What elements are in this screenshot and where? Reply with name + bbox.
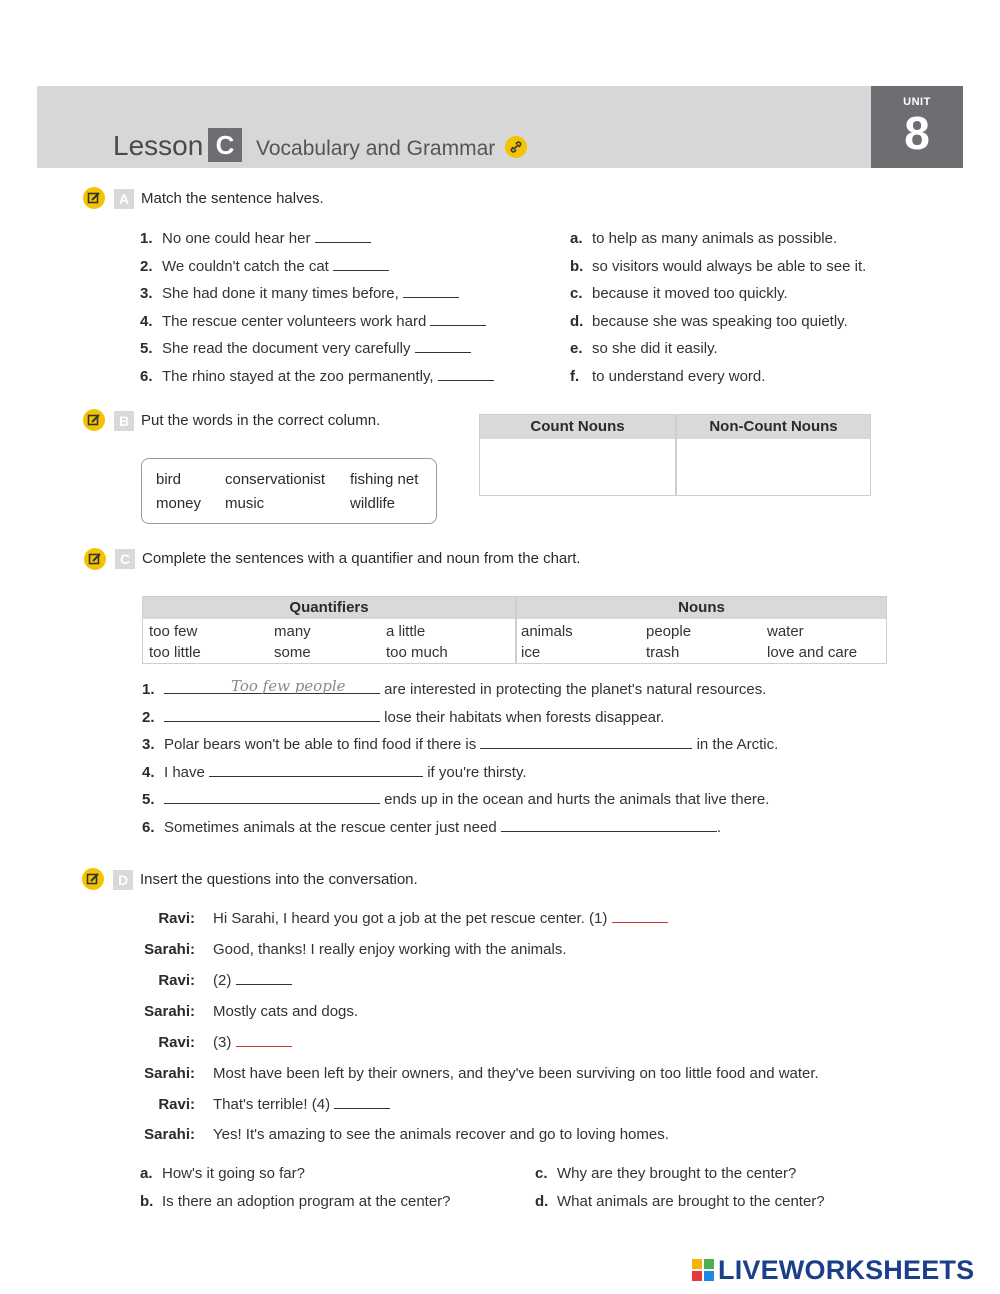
word-bank xyxy=(141,458,437,524)
match-item-2: 2. We couldn't catch the cat xyxy=(140,257,389,277)
match-item-4: 4. The rescue center volunteers work hard xyxy=(140,312,486,332)
complete-item-1: 1. are interested in protecting the planet's natural resources. xyxy=(142,681,767,698)
complete-item-2: 2. lose their habitats when forests disappear. xyxy=(142,709,665,726)
lesson-subtitle: Vocabulary and Grammar xyxy=(256,137,496,160)
speaker-sarahi: Sarahi: xyxy=(144,941,195,958)
complete-item-5: 5. ends up in the ocean and hurts the animals that live there. xyxy=(142,791,770,808)
lesson-letter-badge: C xyxy=(208,128,242,162)
match-answer-blank-5[interactable] xyxy=(415,339,471,353)
dialogue-answer-blank-1[interactable] xyxy=(612,909,668,923)
noun-cell: trash xyxy=(646,644,680,661)
speaker-ravi: Ravi: xyxy=(158,1096,195,1113)
pencil-icon xyxy=(83,187,105,209)
dialogue-answer-blank-4[interactable] xyxy=(334,1095,390,1109)
match-item-5: 5. She read the document very carefully xyxy=(140,339,471,359)
noun-cell: people xyxy=(646,623,692,640)
match-item-1: 1. No one could hear her xyxy=(140,229,371,249)
quantifiers-header: Quantifiers xyxy=(143,597,515,619)
dialogue-answer-blank-3[interactable] xyxy=(236,1033,292,1047)
quantifier-cell: too little xyxy=(149,644,201,661)
complete-item-6: 6. Sometimes animals at the rescue center just need . xyxy=(142,819,722,836)
quantifier-cell: too much xyxy=(386,644,448,661)
question-option-d: d. What animals are brought to the center? xyxy=(535,1193,825,1210)
match-item-6: 6. The rhino stayed at the zoo permanently, xyxy=(140,367,494,387)
complete-answer-blank-5[interactable] xyxy=(164,790,380,804)
section-c-title: Complete the sentences with a quantifier and noun from the chart. xyxy=(142,550,581,567)
complete-item-4: 4. I have if you're thirsty. xyxy=(142,764,527,781)
match-item-3: 3. She had done it many times before, xyxy=(140,284,459,304)
unit-badge xyxy=(871,86,963,168)
dialogue-line-1: Hi Sarahi, I heard you got a job at the pet rescue center. (1) xyxy=(213,909,668,929)
section-a-title: Match the sentence halves. xyxy=(141,190,324,207)
quantifier-cell: too few xyxy=(149,623,198,640)
match-answer-blank-2[interactable] xyxy=(333,257,389,271)
word-bank-item[interactable]: money xyxy=(156,495,202,512)
question-option-b: b. Is there an adoption program at the center? xyxy=(140,1193,451,1210)
logo-grid-icon xyxy=(692,1259,714,1281)
word-bank-item[interactable]: bird xyxy=(156,471,182,488)
complete-answer-blank-3[interactable] xyxy=(480,735,692,749)
section-b-letter: B xyxy=(114,411,134,431)
link-icon[interactable] xyxy=(505,136,527,158)
section-b-title: Put the words in the correct column. xyxy=(141,412,381,429)
dialogue-answer-blank-2[interactable] xyxy=(236,971,292,985)
noun-cell: animals xyxy=(521,623,573,640)
section-a-letter: A xyxy=(114,189,134,209)
complete-answer-blank-2[interactable] xyxy=(164,708,380,722)
speaker-sarahi: Sarahi: xyxy=(144,1065,195,1082)
word-bank-item[interactable]: wildlife xyxy=(350,495,396,512)
count-nouns-drop-area[interactable] xyxy=(484,443,671,491)
section-d-letter: D xyxy=(113,870,133,890)
speaker-ravi: Ravi: xyxy=(158,972,195,989)
unit-label: UNIT xyxy=(903,96,931,108)
count-nouns-header: Count Nouns xyxy=(480,415,675,439)
dialogue-line-7: That's terrible! (4) xyxy=(213,1095,390,1115)
match-option-d: d. because she was speaking too quietly. xyxy=(570,313,848,330)
column-divider xyxy=(675,415,677,495)
match-answer-blank-6[interactable] xyxy=(438,367,494,381)
section-d-title: Insert the questions into the conversation. xyxy=(140,871,418,888)
pencil-icon xyxy=(82,868,104,890)
match-answer-blank-4[interactable] xyxy=(430,312,486,326)
quantifier-cell: many xyxy=(274,623,311,640)
complete-answer-blank-6[interactable] xyxy=(501,818,717,832)
speaker-sarahi: Sarahi: xyxy=(144,1003,195,1020)
example-answer: Too few people xyxy=(231,677,346,695)
pencil-icon xyxy=(83,409,105,431)
word-bank-item[interactable]: music xyxy=(225,495,265,512)
lesson-label: Lesson xyxy=(113,130,204,161)
speaker-sarahi: Sarahi: xyxy=(144,1126,195,1143)
non-count-nouns-drop-area[interactable] xyxy=(681,443,868,491)
speaker-ravi: Ravi: xyxy=(158,910,195,927)
noun-columns-table xyxy=(479,414,871,496)
quantifier-cell: a little xyxy=(386,623,426,640)
dialogue-line-4: Mostly cats and dogs. xyxy=(213,1003,359,1020)
match-answer-blank-3[interactable] xyxy=(403,284,459,298)
chart-divider xyxy=(515,597,517,663)
section-c-letter: C xyxy=(115,549,135,569)
noun-cell: love and care xyxy=(767,644,858,661)
match-answer-blank-1[interactable] xyxy=(315,229,371,243)
unit-number: 8 xyxy=(904,107,930,159)
question-option-a: a. How's it going so far? xyxy=(140,1165,305,1182)
match-option-b: b. so visitors would always be able to see it. xyxy=(570,258,867,275)
match-option-a: a. to help as many animals as possible. xyxy=(570,230,838,247)
pencil-icon xyxy=(84,548,106,570)
nouns-header: Nouns xyxy=(517,597,886,619)
match-option-e: e. so she did it easily. xyxy=(570,340,718,357)
dialogue-line-5: (3) xyxy=(213,1033,292,1053)
word-bank-item[interactable]: conservationist xyxy=(225,471,326,488)
dialogue-line-6: Most have been left by their owners, and they've been surviving on too little food and water. xyxy=(213,1065,819,1082)
complete-item-3: 3. Polar bears won't be able to find food if there is in the Arctic. xyxy=(142,736,779,753)
dialogue-line-2: Good, thanks! I really enjoy working with the animals. xyxy=(213,941,567,958)
speaker-ravi: Ravi: xyxy=(158,1034,195,1051)
noun-cell: water xyxy=(767,623,804,640)
complete-answer-blank-4[interactable] xyxy=(209,763,423,777)
dialogue-line-3: (2) xyxy=(213,971,292,991)
match-option-c: c. because it moved too quickly. xyxy=(570,285,788,302)
noun-cell: ice xyxy=(521,644,541,661)
question-option-c: c. Why are they brought to the center? xyxy=(535,1165,797,1182)
match-option-f: f. to understand every word. xyxy=(570,368,766,385)
non-count-nouns-header: Non-Count Nouns xyxy=(677,415,870,439)
quantifier-cell: some xyxy=(274,644,311,661)
brand-name: LIVEWORKSHEETS xyxy=(718,1255,975,1285)
word-bank-item[interactable]: fishing net xyxy=(350,471,419,488)
dialogue-line-8: Yes! It's amazing to see the animals recover and go to loving homes. xyxy=(213,1126,669,1143)
